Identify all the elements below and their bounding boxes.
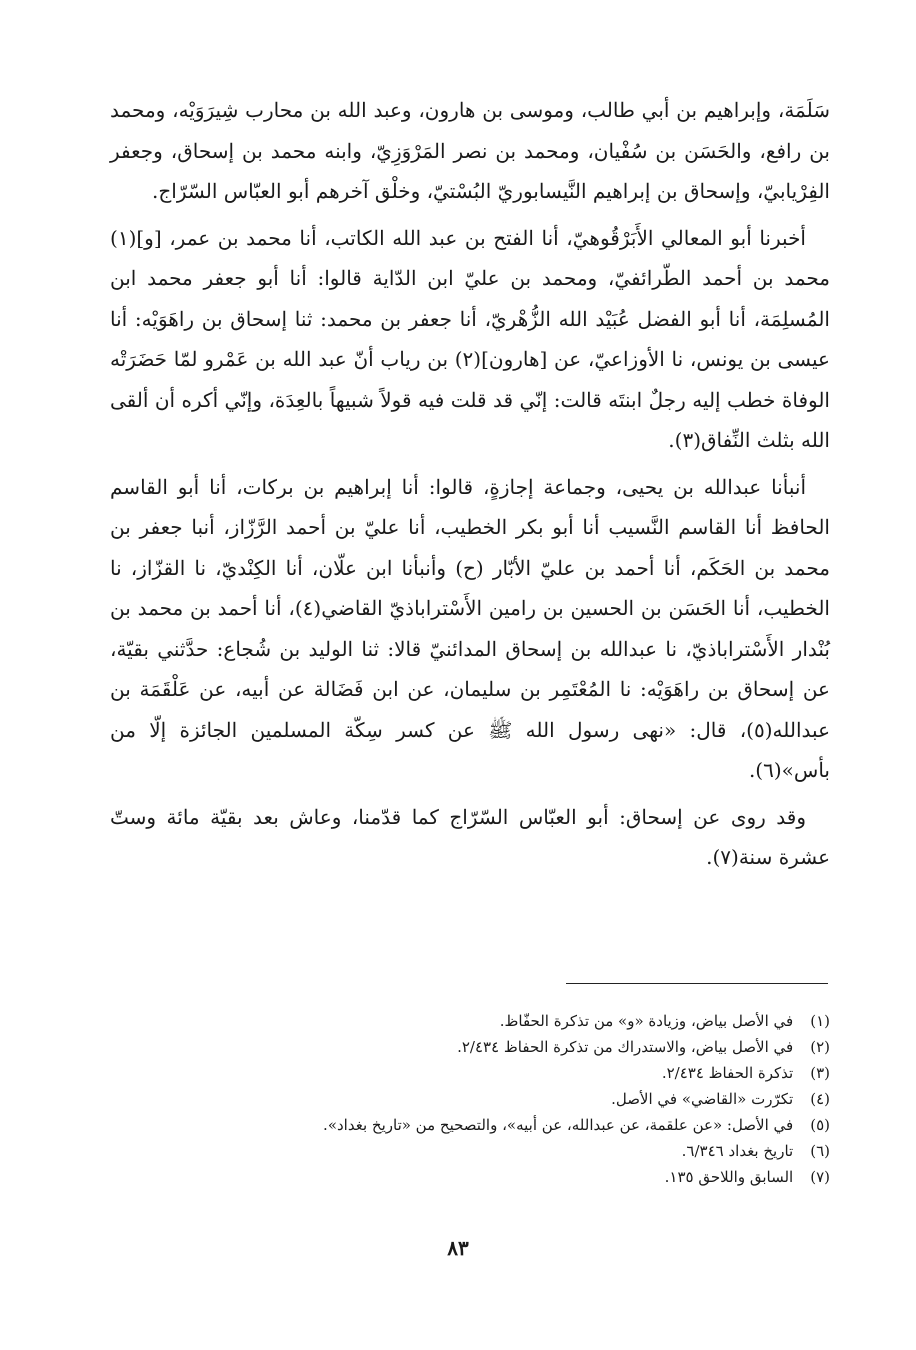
- footnote-number: (١): [810, 1012, 830, 1030]
- footnote-text: في الأصل: «عن علقمة، عن عبدالله، عن أبيه»، والتصحيح من «تاريخ بغداد».: [323, 1116, 794, 1134]
- footnote-3: [110, 1060, 830, 1086]
- footnote-4: [110, 1086, 830, 1112]
- footnote-number: (٧): [810, 1168, 830, 1186]
- footnotes-list: [110, 1008, 830, 1190]
- footnote-text: السابق واللاحق ١٣٥.: [664, 1168, 794, 1186]
- paragraph-4: وقد روى عن إسحاق: أبو العبّاس السّرّاج كما قدّمنا، وعاش بعد بقيّة مائة وستّ عشرة سنة(٧).: [110, 804, 830, 869]
- footnote-text: تاريخ بغداد ٦/٣٤٦.: [681, 1142, 794, 1160]
- footnote-text: في الأصل بياض، وزيادة «و» من تذكرة الحفّاظ.: [499, 1012, 794, 1030]
- footnote-number: (٦): [810, 1142, 830, 1160]
- footnote-7: [110, 1164, 830, 1190]
- footnote-divider: [566, 983, 828, 984]
- footnote-text: تكرّرت «القاضي» في الأصل.: [611, 1090, 794, 1108]
- footnote-text: تذكرة الحفاظ ٢/٤٣٤.: [661, 1064, 794, 1082]
- footnote-2: [110, 1034, 830, 1060]
- footnote-number: (٣): [810, 1064, 830, 1082]
- footnote-number: (٢): [810, 1038, 830, 1056]
- footnote-text: في الأصل بياض، والاستدراك من تذكرة الحفاظ ٢/٤٣٤.: [457, 1038, 794, 1056]
- paragraph-2: أخبرنا أبو المعالي الأَبَرْقُوهيّ، أنا الفتح بن عبد الله الكاتب، أنا محمد بن عمر، [و](١) محمد بن أحمد الطّرائفيّ، ومحمد بن عليّ ابن الدّاية قالوا: أنا أبو جعفر محمد ابن المُسلِمَة، أنا أبو الفضل عُبَيْد الله الزُّهْريّ، أنا جعفر بن محمد: ثنا إسحاق بن راهَوَيْه: أنا عيسى بن يونس، نا الأوزاعيّ، عن [هارون](٢) بن رياب أنّ عبد الله بن عَمْرو لمّا حَضَرَتْه الوفاة خطب إليه رجلٌ ابنتَه قالت: إنّي قد قلت فيه قولاً شبيهاً بالعِدَة، وإنّي أكره أن ألقى الله بثلث النِّفاق(٣).: [110, 225, 830, 452]
- footnote-number: (٥): [810, 1116, 830, 1134]
- page-number: ٨٣: [447, 1236, 469, 1260]
- main-text: [110, 90, 830, 878]
- paragraph-1: سَلَمَة، وإبراهيم بن أبي طالب، وموسى بن هارون، وعبد الله بن محارب شِيرَوَيْه، ومحمد بن رافع، والحَسَن بن سُفْيان، ومحمد بن نصر المَرْوَزِيّ، وابنه محمد بن إسحاق، وجعفر الفِرْيابيّ، وإسحاق بن إبراهيم النَّيسابوريّ البُسْتيّ، وخلْق آخرهم أبو العبّاس السّرّاج.: [110, 98, 830, 203]
- footnote-6: [110, 1138, 830, 1164]
- footnote-1: [110, 1008, 830, 1034]
- paragraph-3: أنبأنا عبدالله بن يحيى، وجماعة إجازةٍ، قالوا: أنا إبراهيم بن بركات، أنا أبو القاسم الحافظ أنا القاسم النَّسيب أنا أبو بكر الخطيب، أنا عليّ بن أحمد الرَّزّاز، أنبا جعفر بن محمد بن الحَكَم، أنا أحمد بن عليّ الأبّار (ح) وأنبأنا ابن علّان، أنا الكِنْديّ، نا القزّاز، نا الخطيب، أنا الحَسَن بن الحسين بن رامين الأَسْتراباذيّ القاضي(٤)، أنا أحمد بن محمد بن بُنْدار الأَسْتراباذيّ، نا عبدالله بن إسحاق المدائنيّ قالا: ثنا الوليد بن شُجاع: حدَّثني بقيّة، عن إسحاق بن راهَوَيْه: نا المُعْتَمِر بن سليمان، عن ابن فَضَالة عن أبيه، عن عَلْقَمَة بن عبدالله(٥)، قال: «نهى رسول الله ﷺ عن كسر سِكّة المسلمين الجائزة إلّا من بأس»(٦).: [110, 474, 830, 782]
- footnote-number: (٤): [810, 1090, 830, 1108]
- footnote-5: [110, 1112, 830, 1138]
